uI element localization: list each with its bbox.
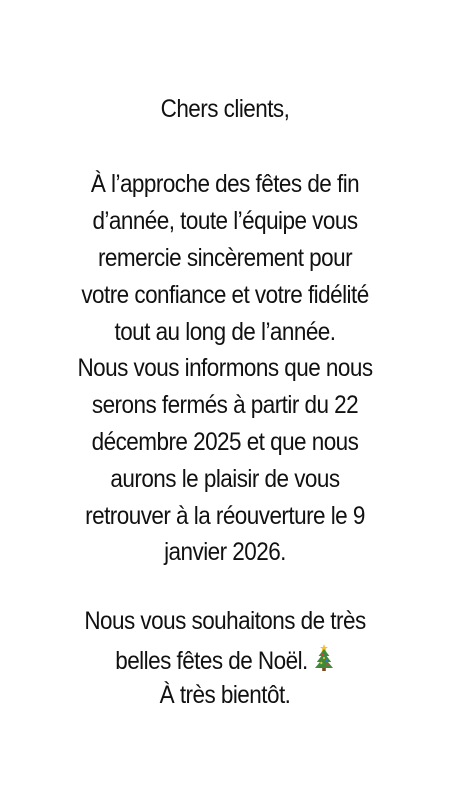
paragraph1-line2: d’année, toute l’équipe vous: [92, 207, 358, 235]
paragraph2-line5: retrouver à la réouverture le 9: [85, 502, 365, 530]
closure-notice: [23, 0, 428, 800]
paragraph2-line3: décembre 2025 et que nous: [91, 428, 359, 456]
paragraph1-line3: remercie sincèrement pour: [97, 244, 353, 272]
paragraph2-line6: janvier 2026.: [164, 538, 286, 566]
greeting: Chers clients,: [160, 95, 290, 123]
christmas-tree-icon: [313, 643, 335, 678]
paragraph1-line1: À l’approche des fêtes de fin: [90, 170, 360, 198]
closing-line1: Nous vous souhaitons de très: [84, 607, 366, 635]
paragraph1-line4: votre confiance et votre fidélité: [81, 281, 369, 309]
paragraph1-line5: tout au long de l’année.: [114, 318, 336, 346]
paragraph2-line4: aurons le plaisir de vous: [110, 465, 340, 493]
paragraph2-line2: serons fermés à partir du 22: [91, 391, 359, 419]
closing-line2-text: belles fêtes de Noël.: [115, 647, 308, 675]
closing-line2: [23, 643, 428, 678]
paragraph2-line1: Nous vous informons que nous: [77, 354, 373, 382]
closing-line3: À très bientôt.: [159, 681, 291, 709]
